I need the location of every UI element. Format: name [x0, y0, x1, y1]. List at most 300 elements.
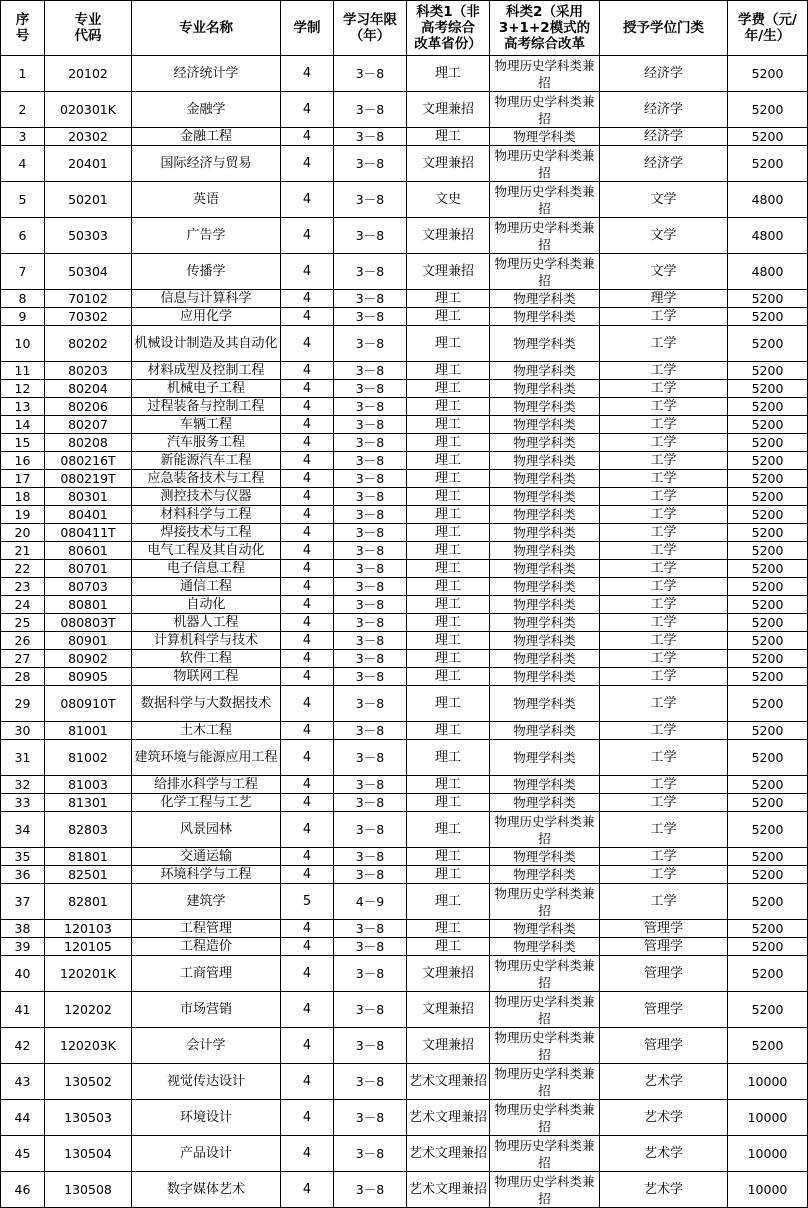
- cell-study-years: 3－8: [334, 632, 407, 650]
- cell-no: 26: [1, 632, 45, 650]
- cell-study-years: 3－8: [334, 938, 407, 956]
- cell-duration: 4: [281, 308, 334, 326]
- cell-fee: 5200: [728, 398, 808, 416]
- cell-duration: 5: [281, 884, 334, 920]
- cell-study-years: 3－8: [334, 776, 407, 794]
- cell-fee: 5200: [728, 146, 808, 182]
- cell-study-years: 3－8: [334, 866, 407, 884]
- cell-fee: 5200: [728, 308, 808, 326]
- cell-category2: 物理学科类: [490, 452, 600, 470]
- table-row: [1, 218, 808, 254]
- cell-category2: 物理学科类: [490, 866, 600, 884]
- cell-study-years: 3－8: [334, 434, 407, 452]
- cell-degree: 经济学: [600, 92, 728, 128]
- table-row: [1, 596, 808, 614]
- cell-degree: 工学: [600, 848, 728, 866]
- cell-duration: 4: [281, 524, 334, 542]
- cell-fee: 5200: [728, 884, 808, 920]
- cell-fee: 5200: [728, 578, 808, 596]
- cell-category1: 理工: [407, 596, 490, 614]
- cell-name: 风景园林: [132, 812, 281, 848]
- header-category2: 科类2（采用 3+1+2模式的 高考综合改革: [490, 1, 600, 56]
- cell-name: 焊接技术与工程: [132, 524, 281, 542]
- cell-category2: 物理学科类: [490, 416, 600, 434]
- cell-degree: 艺术学: [600, 1100, 728, 1136]
- cell-code: 130508: [45, 1172, 132, 1208]
- table-row: [1, 56, 808, 92]
- cell-name: 物联网工程: [132, 668, 281, 686]
- cell-study-years: 3－8: [334, 452, 407, 470]
- cell-category1: 艺术文理兼招: [407, 1064, 490, 1100]
- table-row: [1, 686, 808, 722]
- cell-fee: 5200: [728, 362, 808, 380]
- cell-category1: 理工: [407, 452, 490, 470]
- cell-code: 120105: [45, 938, 132, 956]
- cell-fee: 5200: [728, 812, 808, 848]
- cell-name: 环境科学与工程: [132, 866, 281, 884]
- cell-code: 80203: [45, 362, 132, 380]
- cell-duration: 4: [281, 866, 334, 884]
- table-row: [1, 128, 808, 146]
- cell-study-years: 3－8: [334, 848, 407, 866]
- cell-study-years: 3－8: [334, 308, 407, 326]
- cell-duration: 4: [281, 506, 334, 524]
- cell-category2: 物理学科类: [490, 290, 600, 308]
- cell-no: 22: [1, 560, 45, 578]
- cell-duration: 4: [281, 56, 334, 92]
- cell-study-years: 3－8: [334, 146, 407, 182]
- cell-category2: 物理历史学科类兼招: [490, 254, 600, 290]
- cell-category1: 理工: [407, 470, 490, 488]
- cell-fee: 5200: [728, 416, 808, 434]
- cell-duration: 4: [281, 128, 334, 146]
- cell-name: 机械设计制造及其自动化: [132, 326, 281, 362]
- cell-category2: 物理学科类: [490, 776, 600, 794]
- cell-category1: 理工: [407, 362, 490, 380]
- table-row: [1, 398, 808, 416]
- cell-no: 12: [1, 380, 45, 398]
- cell-name: 英语: [132, 182, 281, 218]
- cell-degree: 工学: [600, 596, 728, 614]
- cell-code: 120201K: [45, 956, 132, 992]
- cell-code: 80401: [45, 506, 132, 524]
- cell-category2: 物理学科类: [490, 650, 600, 668]
- cell-duration: 4: [281, 650, 334, 668]
- cell-duration: 4: [281, 1064, 334, 1100]
- cell-code: 81003: [45, 776, 132, 794]
- cell-study-years: 4－9: [334, 884, 407, 920]
- cell-degree: 管理学: [600, 956, 728, 992]
- cell-name: 金融工程: [132, 128, 281, 146]
- cell-degree: 工学: [600, 308, 728, 326]
- cell-category2: 物理历史学科类兼招: [490, 218, 600, 254]
- cell-name: 材料科学与工程: [132, 506, 281, 524]
- cell-duration: 4: [281, 560, 334, 578]
- cell-duration: 4: [281, 578, 334, 596]
- cell-fee: 5200: [728, 434, 808, 452]
- cell-category1: 理工: [407, 812, 490, 848]
- cell-degree: 工学: [600, 632, 728, 650]
- cell-degree: 工学: [600, 542, 728, 560]
- cell-category1: 理工: [407, 128, 490, 146]
- cell-fee: 5200: [728, 488, 808, 506]
- cell-category1: 理工: [407, 560, 490, 578]
- cell-study-years: 3－8: [334, 470, 407, 488]
- cell-category2: 物理历史学科类兼招: [490, 1028, 600, 1064]
- cell-category2: 物理历史学科类兼招: [490, 956, 600, 992]
- cell-category1: 理工: [407, 686, 490, 722]
- cell-no: 29: [1, 686, 45, 722]
- cell-study-years: 3－8: [334, 650, 407, 668]
- cell-code: 80901: [45, 632, 132, 650]
- cell-duration: 4: [281, 686, 334, 722]
- table-row: [1, 524, 808, 542]
- cell-category2: 物理学科类: [490, 128, 600, 146]
- cell-degree: 文学: [600, 182, 728, 218]
- cell-code: 80902: [45, 650, 132, 668]
- cell-category1: 艺术文理兼招: [407, 1136, 490, 1172]
- cell-study-years: 3－8: [334, 1172, 407, 1208]
- cell-category2: 物理历史学科类兼招: [490, 1172, 600, 1208]
- cell-duration: 4: [281, 956, 334, 992]
- cell-category2: 物理学科类: [490, 398, 600, 416]
- cell-study-years: 3－8: [334, 182, 407, 218]
- cell-category1: 理工: [407, 920, 490, 938]
- cell-duration: 4: [281, 362, 334, 380]
- cell-fee: 5200: [728, 956, 808, 992]
- cell-category1: 理工: [407, 506, 490, 524]
- cell-duration: 4: [281, 1172, 334, 1208]
- cell-no: 20: [1, 524, 45, 542]
- cell-category2: 物理学科类: [490, 938, 600, 956]
- cell-no: 46: [1, 1172, 45, 1208]
- cell-fee: 5200: [728, 326, 808, 362]
- cell-name: 应用化学: [132, 308, 281, 326]
- header-code: 专业 代码: [45, 1, 132, 56]
- cell-duration: 4: [281, 146, 334, 182]
- table-row: [1, 776, 808, 794]
- cell-category2: 物理历史学科类兼招: [490, 1100, 600, 1136]
- cell-category1: 理工: [407, 326, 490, 362]
- cell-degree: 工学: [600, 434, 728, 452]
- cell-no: 40: [1, 956, 45, 992]
- cell-no: 27: [1, 650, 45, 668]
- cell-study-years: 3－8: [334, 578, 407, 596]
- cell-duration: 4: [281, 668, 334, 686]
- cell-category2: 物理学科类: [490, 794, 600, 812]
- cell-no: 30: [1, 722, 45, 740]
- table-row: [1, 326, 808, 362]
- cell-degree: 管理学: [600, 920, 728, 938]
- cell-study-years: 3－8: [334, 290, 407, 308]
- table-row: [1, 884, 808, 920]
- cell-study-years: 3－8: [334, 812, 407, 848]
- cell-duration: 4: [281, 416, 334, 434]
- cell-category1: 文理兼招: [407, 92, 490, 128]
- cell-name: 车辆工程: [132, 416, 281, 434]
- cell-degree: 工学: [600, 722, 728, 740]
- cell-name: 广告学: [132, 218, 281, 254]
- cell-code: 80601: [45, 542, 132, 560]
- cell-category2: 物理学科类: [490, 578, 600, 596]
- cell-no: 24: [1, 596, 45, 614]
- cell-category2: 物理历史学科类兼招: [490, 812, 600, 848]
- cell-fee: 10000: [728, 1136, 808, 1172]
- table-row: [1, 740, 808, 776]
- table-row: [1, 470, 808, 488]
- cell-duration: 4: [281, 254, 334, 290]
- cell-code: 80208: [45, 434, 132, 452]
- cell-no: 16: [1, 452, 45, 470]
- table-row: [1, 182, 808, 218]
- cell-duration: 4: [281, 542, 334, 560]
- cell-no: 45: [1, 1136, 45, 1172]
- cell-degree: 工学: [600, 866, 728, 884]
- table-row: [1, 146, 808, 182]
- cell-no: 14: [1, 416, 45, 434]
- cell-study-years: 3－8: [334, 326, 407, 362]
- cell-degree: 工学: [600, 812, 728, 848]
- cell-category2: 物理学科类: [490, 470, 600, 488]
- cell-no: 9: [1, 308, 45, 326]
- cell-fee: 10000: [728, 1100, 808, 1136]
- cell-study-years: 3－8: [334, 668, 407, 686]
- cell-degree: 工学: [600, 524, 728, 542]
- cell-no: 28: [1, 668, 45, 686]
- cell-name: 工程管理: [132, 920, 281, 938]
- table-row: [1, 920, 808, 938]
- header-name: 专业名称: [132, 1, 281, 56]
- cell-fee: 5200: [728, 596, 808, 614]
- cell-no: 11: [1, 362, 45, 380]
- table-row: [1, 794, 808, 812]
- table-row: [1, 848, 808, 866]
- cell-no: 44: [1, 1100, 45, 1136]
- cell-study-years: 3－8: [334, 524, 407, 542]
- cell-code: 130504: [45, 1136, 132, 1172]
- cell-name: 通信工程: [132, 578, 281, 596]
- cell-fee: 5200: [728, 794, 808, 812]
- cell-name: 传播学: [132, 254, 281, 290]
- table-row: [1, 380, 808, 398]
- header-study-years: 学习年限 （年）: [334, 1, 407, 56]
- header-category1: 科类1（非 高考综合 改革省份）: [407, 1, 490, 56]
- cell-category1: 理工: [407, 290, 490, 308]
- cell-code: 80206: [45, 398, 132, 416]
- cell-duration: 4: [281, 992, 334, 1028]
- cell-category2: 物理历史学科类兼招: [490, 182, 600, 218]
- cell-category1: 理工: [407, 578, 490, 596]
- cell-duration: 4: [281, 596, 334, 614]
- cell-name: 环境设计: [132, 1100, 281, 1136]
- cell-fee: 5200: [728, 776, 808, 794]
- cell-study-years: 3－8: [334, 416, 407, 434]
- cell-fee: 5200: [728, 290, 808, 308]
- cell-fee: 5200: [728, 542, 808, 560]
- cell-degree: 工学: [600, 416, 728, 434]
- cell-no: 7: [1, 254, 45, 290]
- cell-no: 3: [1, 128, 45, 146]
- cell-code: 81002: [45, 740, 132, 776]
- cell-name: 视觉传达设计: [132, 1064, 281, 1100]
- cell-code: 81001: [45, 722, 132, 740]
- cell-no: 43: [1, 1064, 45, 1100]
- cell-study-years: 3－8: [334, 1028, 407, 1064]
- cell-study-years: 3－8: [334, 560, 407, 578]
- cell-duration: 4: [281, 434, 334, 452]
- cell-degree: 工学: [600, 686, 728, 722]
- cell-study-years: 3－8: [334, 1064, 407, 1100]
- cell-code: 80301: [45, 488, 132, 506]
- cell-name: 交通运输: [132, 848, 281, 866]
- cell-study-years: 3－8: [334, 596, 407, 614]
- cell-category2: 物理学科类: [490, 686, 600, 722]
- cell-code: 080216T: [45, 452, 132, 470]
- cell-name: 信息与计算科学: [132, 290, 281, 308]
- cell-name: 市场营销: [132, 992, 281, 1028]
- cell-name: 汽车服务工程: [132, 434, 281, 452]
- cell-fee: 10000: [728, 1064, 808, 1100]
- table-row: [1, 1172, 808, 1208]
- cell-degree: 工学: [600, 560, 728, 578]
- cell-fee: 5200: [728, 866, 808, 884]
- cell-fee: 5200: [728, 722, 808, 740]
- cell-fee: 5200: [728, 1028, 808, 1064]
- table-row: [1, 866, 808, 884]
- cell-category1: 理工: [407, 722, 490, 740]
- cell-duration: 4: [281, 398, 334, 416]
- cell-fee: 5200: [728, 938, 808, 956]
- cell-no: 6: [1, 218, 45, 254]
- cell-category1: 理工: [407, 308, 490, 326]
- cell-fee: 5200: [728, 992, 808, 1028]
- cell-name: 电子信息工程: [132, 560, 281, 578]
- cell-category1: 理工: [407, 740, 490, 776]
- cell-category2: 物理学科类: [490, 614, 600, 632]
- cell-code: 130502: [45, 1064, 132, 1100]
- cell-name: 会计学: [132, 1028, 281, 1064]
- table-row: [1, 92, 808, 128]
- cell-degree: 工学: [600, 614, 728, 632]
- cell-category2: 物理学科类: [490, 542, 600, 560]
- cell-fee: 5200: [728, 560, 808, 578]
- cell-code: 82501: [45, 866, 132, 884]
- cell-study-years: 3－8: [334, 1136, 407, 1172]
- cell-no: 23: [1, 578, 45, 596]
- cell-code: 80801: [45, 596, 132, 614]
- cell-category1: 理工: [407, 380, 490, 398]
- cell-code: 120202: [45, 992, 132, 1028]
- cell-no: 10: [1, 326, 45, 362]
- cell-category1: 文理兼招: [407, 254, 490, 290]
- cell-study-years: 3－8: [334, 506, 407, 524]
- cell-code: 120203K: [45, 1028, 132, 1064]
- cell-category2: 物理学科类: [490, 596, 600, 614]
- cell-study-years: 3－8: [334, 740, 407, 776]
- cell-category1: 理工: [407, 56, 490, 92]
- cell-category1: 文理兼招: [407, 956, 490, 992]
- cell-name: 计算机科学与技术: [132, 632, 281, 650]
- cell-category1: 理工: [407, 794, 490, 812]
- cell-code: 080803T: [45, 614, 132, 632]
- cell-category2: 物理学科类: [490, 380, 600, 398]
- cell-category2: 物理学科类: [490, 632, 600, 650]
- cell-name: 产品设计: [132, 1136, 281, 1172]
- cell-name: 建筑环境与能源应用工程: [132, 740, 281, 776]
- table-row: [1, 488, 808, 506]
- cell-no: 37: [1, 884, 45, 920]
- table-row: [1, 938, 808, 956]
- cell-fee: 5200: [728, 380, 808, 398]
- cell-category1: 理工: [407, 416, 490, 434]
- cell-no: 33: [1, 794, 45, 812]
- cell-no: 19: [1, 506, 45, 524]
- cell-degree: 工学: [600, 740, 728, 776]
- cell-fee: 5200: [728, 452, 808, 470]
- table-row: [1, 362, 808, 380]
- cell-fee: 5200: [728, 524, 808, 542]
- cell-category1: 理工: [407, 524, 490, 542]
- table-row: [1, 452, 808, 470]
- cell-category1: 文理兼招: [407, 146, 490, 182]
- cell-no: 18: [1, 488, 45, 506]
- cell-category2: 物理学科类: [490, 506, 600, 524]
- cell-category2: 物理历史学科类兼招: [490, 1064, 600, 1100]
- cell-study-years: 3－8: [334, 614, 407, 632]
- cell-category1: 艺术文理兼招: [407, 1100, 490, 1136]
- cell-code: 020301K: [45, 92, 132, 128]
- cell-duration: 4: [281, 920, 334, 938]
- header-no: 序 号: [1, 1, 45, 56]
- cell-duration: 4: [281, 1028, 334, 1064]
- cell-degree: 经济学: [600, 146, 728, 182]
- cell-duration: 4: [281, 380, 334, 398]
- cell-study-years: 3－8: [334, 92, 407, 128]
- cell-no: 5: [1, 182, 45, 218]
- cell-code: 80905: [45, 668, 132, 686]
- cell-duration: 4: [281, 938, 334, 956]
- cell-category2: 物理学科类: [490, 740, 600, 776]
- cell-no: 25: [1, 614, 45, 632]
- cell-category1: 理工: [407, 866, 490, 884]
- cell-fee: 5200: [728, 650, 808, 668]
- cell-category1: 理工: [407, 848, 490, 866]
- table-row: [1, 254, 808, 290]
- cell-fee: 5200: [728, 848, 808, 866]
- cell-study-years: 3－8: [334, 542, 407, 560]
- cell-code: 80204: [45, 380, 132, 398]
- cell-duration: 4: [281, 1100, 334, 1136]
- cell-category2: 物理历史学科类兼招: [490, 992, 600, 1028]
- cell-category1: 文理兼招: [407, 992, 490, 1028]
- table-row: [1, 632, 808, 650]
- cell-code: 80202: [45, 326, 132, 362]
- cell-code: 120103: [45, 920, 132, 938]
- cell-degree: 工学: [600, 506, 728, 524]
- cell-duration: 4: [281, 326, 334, 362]
- cell-code: 81301: [45, 794, 132, 812]
- table-row: [1, 416, 808, 434]
- table-row: [1, 650, 808, 668]
- cell-duration: 4: [281, 470, 334, 488]
- header-degree: 授予学位门类: [600, 1, 728, 56]
- cell-fee: 4800: [728, 182, 808, 218]
- cell-degree: 工学: [600, 650, 728, 668]
- cell-category1: 理工: [407, 884, 490, 920]
- cell-category2: 物理学科类: [490, 362, 600, 380]
- cell-no: 38: [1, 920, 45, 938]
- cell-fee: 5200: [728, 668, 808, 686]
